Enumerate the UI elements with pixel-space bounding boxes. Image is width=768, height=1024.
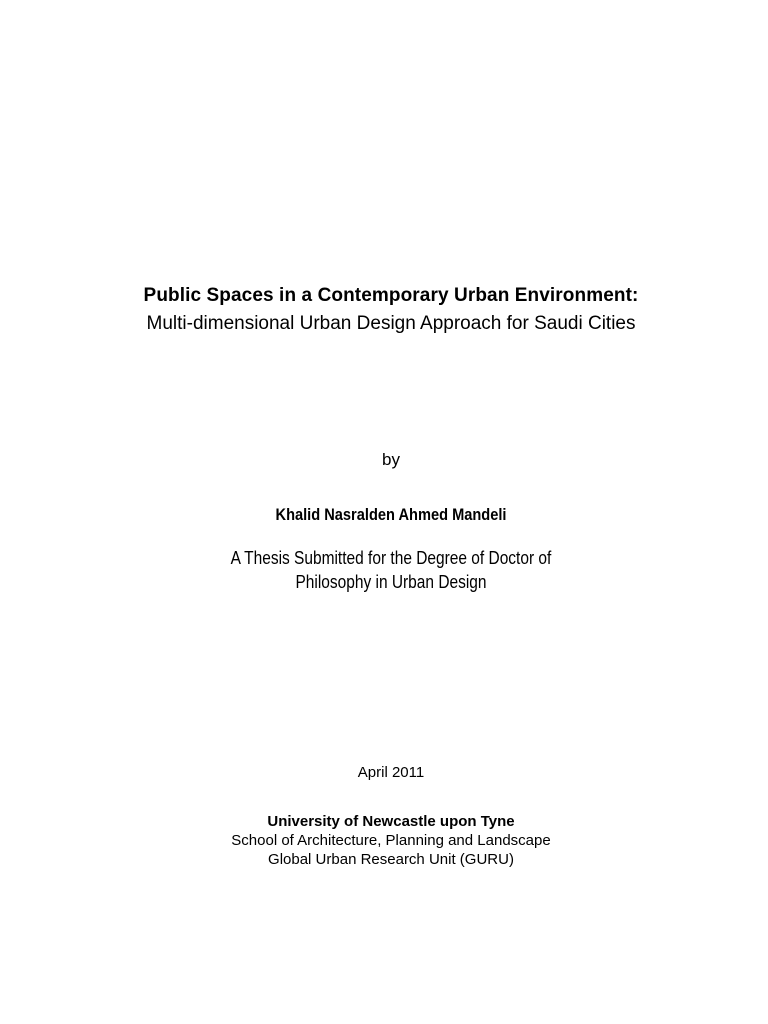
submission-date: April 2011: [357, 764, 425, 781]
thesis-subtitle: Multi-dimensional Urban Design Approach for Saudi Cities: [146, 313, 636, 334]
degree-statement-line-2: Philosophy in Urban Design: [295, 572, 487, 592]
research-unit-name: Global Urban Research Unit (GURU): [268, 851, 514, 868]
thesis-title: Public Spaces in a Contemporary Urban Environment:: [143, 285, 639, 306]
author-name: Khalid Nasralden Ahmed Mandeli: [275, 505, 507, 524]
by-label: by: [382, 450, 400, 469]
degree-statement-line-1: A Thesis Submitted for the Degree of Doctor of: [230, 548, 552, 568]
university-name: University of Newcastle upon Tyne: [267, 813, 515, 830]
school-name: School of Architecture, Planning and Landscape: [231, 832, 551, 849]
